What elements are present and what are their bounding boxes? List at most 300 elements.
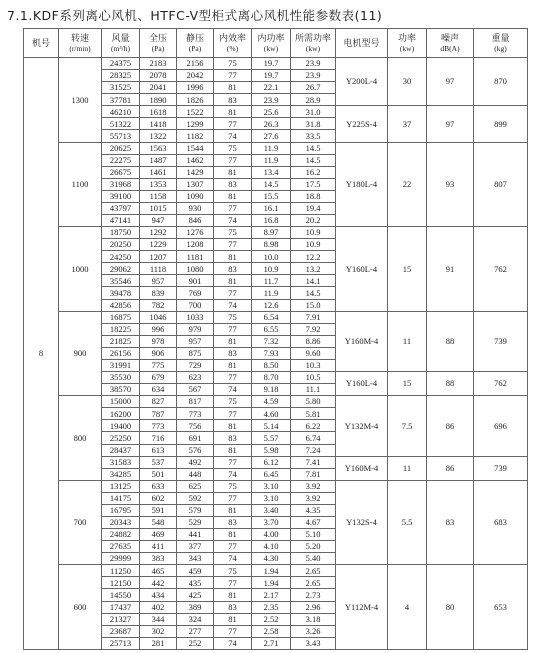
table-row — [24, 142, 528, 154]
weight-cell: 683 — [474, 480, 528, 565]
required-power-cell: 3.26 — [291, 625, 336, 637]
noise-cell: 80 — [427, 565, 474, 650]
power-cell: 7.5 — [388, 396, 427, 456]
required-power-cell: 23.9 — [291, 70, 336, 82]
total-pressure-cell: 773 — [140, 420, 177, 432]
static-pressure-cell: 2156 — [177, 58, 214, 70]
required-power-cell: 3.92 — [291, 492, 336, 504]
machine-no-cell: 8 — [24, 58, 59, 650]
required-power-cell: 14.1 — [291, 275, 336, 287]
static-pressure-cell: 691 — [177, 432, 214, 444]
motor-model-cell: Y200L-4 — [336, 58, 388, 106]
efficiency-cell: 81 — [214, 190, 252, 202]
motor-model-cell: Y180L-4 — [336, 142, 388, 227]
flow-cell: 11250 — [102, 565, 140, 577]
internal-power-cell: 3.10 — [252, 492, 291, 504]
total-pressure-cell: 1618 — [140, 106, 177, 118]
flow-cell: 29062 — [102, 263, 140, 275]
power-cell: 4 — [388, 565, 427, 650]
flow-cell: 23687 — [102, 625, 140, 637]
flow-cell: 28437 — [102, 444, 140, 456]
weight-cell: 899 — [474, 106, 528, 142]
required-power-cell: 2.65 — [291, 577, 336, 589]
noise-cell: 97 — [427, 58, 474, 106]
total-pressure-cell: 2183 — [140, 58, 177, 70]
internal-power-cell: 8.97 — [252, 227, 291, 239]
internal-power-cell: 25.6 — [252, 106, 291, 118]
internal-power-cell: 8.50 — [252, 359, 291, 371]
weight-cell: 762 — [474, 227, 528, 312]
flow-cell: 55713 — [102, 130, 140, 142]
header-flow: 风量 (m³/h) — [102, 29, 140, 58]
flow-cell: 14550 — [102, 589, 140, 601]
required-power-cell: 6.22 — [291, 420, 336, 432]
internal-power-cell: 4.59 — [252, 396, 291, 408]
efficiency-cell: 81 — [214, 504, 252, 516]
static-pressure-cell: 1462 — [177, 154, 214, 166]
page-title: 7.1.KDF系列离心风机、HTFC-V型柜式离心风机性能参数表(11) — [7, 8, 383, 23]
total-pressure-cell: 2041 — [140, 82, 177, 94]
speed-cell: 600 — [59, 565, 102, 650]
flow-cell: 29999 — [102, 553, 140, 565]
total-pressure-cell: 839 — [140, 287, 177, 299]
table-row — [24, 396, 528, 408]
efficiency-cell: 77 — [214, 541, 252, 553]
noise-cell: 88 — [427, 311, 474, 371]
flow-cell: 18225 — [102, 323, 140, 335]
internal-power-cell: 13.4 — [252, 166, 291, 178]
internal-power-cell: 27.6 — [252, 130, 291, 142]
weight-cell: 696 — [474, 396, 528, 456]
speed-cell: 1100 — [59, 142, 102, 227]
total-pressure-cell: 602 — [140, 492, 177, 504]
static-pressure-cell: 1299 — [177, 118, 214, 130]
motor-model-cell: Y160L-4 — [336, 372, 388, 396]
static-pressure-cell: 957 — [177, 335, 214, 347]
total-pressure-cell: 634 — [140, 384, 177, 396]
flow-cell: 31968 — [102, 178, 140, 190]
flow-cell: 37781 — [102, 94, 140, 106]
efficiency-cell: 81 — [214, 335, 252, 347]
efficiency-cell: 74 — [214, 553, 252, 565]
required-power-cell: 5.10 — [291, 529, 336, 541]
internal-power-cell: 2.71 — [252, 637, 291, 649]
internal-power-cell: 11.9 — [252, 287, 291, 299]
internal-power-cell: 2.17 — [252, 589, 291, 601]
efficiency-cell: 75 — [214, 311, 252, 323]
flow-cell: 24882 — [102, 529, 140, 541]
flow-cell: 34285 — [102, 468, 140, 480]
flow-cell: 13125 — [102, 480, 140, 492]
motor-model-cell: Y160M-4 — [336, 456, 388, 480]
efficiency-cell: 75 — [214, 565, 252, 577]
required-power-cell: 7.24 — [291, 444, 336, 456]
efficiency-cell: 74 — [214, 468, 252, 480]
efficiency-cell: 77 — [214, 577, 252, 589]
required-power-cell: 4.35 — [291, 504, 336, 516]
total-pressure-cell: 782 — [140, 299, 177, 311]
required-power-cell: 11.1 — [291, 384, 336, 396]
efficiency-cell: 77 — [214, 118, 252, 130]
internal-power-cell: 2.35 — [252, 601, 291, 613]
static-pressure-cell: 1080 — [177, 263, 214, 275]
performance-table — [23, 28, 528, 650]
total-pressure-cell: 442 — [140, 577, 177, 589]
flow-cell: 28325 — [102, 70, 140, 82]
efficiency-cell: 81 — [214, 166, 252, 178]
required-power-cell: 7.91 — [291, 311, 336, 323]
internal-power-cell: 11.9 — [252, 142, 291, 154]
static-pressure-cell: 343 — [177, 553, 214, 565]
total-pressure-cell: 633 — [140, 480, 177, 492]
table-row — [24, 480, 528, 492]
efficiency-cell: 77 — [214, 408, 252, 420]
total-pressure-cell: 1322 — [140, 130, 177, 142]
static-pressure-cell: 459 — [177, 565, 214, 577]
internal-power-cell: 6.45 — [252, 468, 291, 480]
total-pressure-cell: 591 — [140, 504, 177, 516]
efficiency-cell: 77 — [214, 323, 252, 335]
required-power-cell: 6.74 — [291, 432, 336, 444]
static-pressure-cell: 1522 — [177, 106, 214, 118]
static-pressure-cell: 389 — [177, 601, 214, 613]
internal-power-cell: 19.7 — [252, 58, 291, 70]
flow-cell: 17437 — [102, 601, 140, 613]
static-pressure-cell: 592 — [177, 492, 214, 504]
flow-cell: 16200 — [102, 408, 140, 420]
power-cell: 37 — [388, 106, 427, 142]
flow-cell: 22275 — [102, 154, 140, 166]
motor-model-cell: Y112M-4 — [336, 565, 388, 650]
static-pressure-cell: 623 — [177, 372, 214, 384]
flow-cell: 14175 — [102, 492, 140, 504]
static-pressure-cell: 324 — [177, 613, 214, 625]
efficiency-cell: 81 — [214, 359, 252, 371]
static-pressure-cell: 277 — [177, 625, 214, 637]
efficiency-cell: 77 — [214, 287, 252, 299]
internal-power-cell: 6.54 — [252, 311, 291, 323]
total-pressure-cell: 281 — [140, 637, 177, 649]
header-static-pressure: 静压 (Pa) — [177, 29, 214, 58]
flow-cell: 21327 — [102, 613, 140, 625]
internal-power-cell: 16.8 — [252, 215, 291, 227]
speed-cell: 1300 — [59, 58, 102, 143]
required-power-cell: 8.86 — [291, 335, 336, 347]
weight-cell: 739 — [474, 456, 528, 480]
total-pressure-cell: 679 — [140, 372, 177, 384]
efficiency-cell: 77 — [214, 372, 252, 384]
static-pressure-cell: 625 — [177, 480, 214, 492]
power-cell: 15 — [388, 227, 427, 312]
flow-cell: 20625 — [102, 142, 140, 154]
noise-cell: 93 — [427, 142, 474, 227]
header-speed: 转速 (r/min) — [59, 29, 102, 58]
internal-power-cell: 4.60 — [252, 408, 291, 420]
required-power-cell: 10.5 — [291, 372, 336, 384]
total-pressure-cell: 716 — [140, 432, 177, 444]
required-power-cell: 3.92 — [291, 480, 336, 492]
flow-cell: 24250 — [102, 251, 140, 263]
static-pressure-cell: 1307 — [177, 178, 214, 190]
table-row — [24, 311, 528, 323]
noise-cell: 97 — [427, 106, 474, 142]
internal-power-cell: 23.9 — [252, 94, 291, 106]
efficiency-cell: 81 — [214, 589, 252, 601]
internal-power-cell: 10.9 — [252, 263, 291, 275]
internal-power-cell: 7.93 — [252, 347, 291, 359]
flow-cell: 31991 — [102, 359, 140, 371]
static-pressure-cell: 425 — [177, 589, 214, 601]
total-pressure-cell: 411 — [140, 541, 177, 553]
power-cell: 11 — [388, 456, 427, 480]
motor-model-cell: Y132S-4 — [336, 480, 388, 565]
required-power-cell: 12.2 — [291, 251, 336, 263]
required-power-cell: 33.5 — [291, 130, 336, 142]
internal-power-cell: 19.7 — [252, 70, 291, 82]
efficiency-cell: 75 — [214, 227, 252, 239]
internal-power-cell: 14.5 — [252, 178, 291, 190]
efficiency-cell: 81 — [214, 420, 252, 432]
required-power-cell: 10.9 — [291, 239, 336, 251]
total-pressure-cell: 957 — [140, 275, 177, 287]
efficiency-cell: 74 — [214, 637, 252, 649]
power-cell: 15 — [388, 372, 427, 396]
speed-cell: 1000 — [59, 227, 102, 312]
flow-cell: 47141 — [102, 215, 140, 227]
required-power-cell: 28.9 — [291, 94, 336, 106]
required-power-cell: 16.2 — [291, 166, 336, 178]
efficiency-cell: 77 — [214, 239, 252, 251]
motor-model-cell: Y160M-4 — [336, 311, 388, 371]
header-power: 功率 (kw) — [388, 29, 427, 58]
noise-cell: 86 — [427, 396, 474, 456]
power-cell: 30 — [388, 58, 427, 106]
total-pressure-cell: 1015 — [140, 202, 177, 214]
power-cell: 22 — [388, 142, 427, 227]
total-pressure-cell: 434 — [140, 589, 177, 601]
efficiency-cell: 74 — [214, 299, 252, 311]
static-pressure-cell: 930 — [177, 202, 214, 214]
noise-cell: 86 — [427, 456, 474, 480]
static-pressure-cell: 1182 — [177, 130, 214, 142]
static-pressure-cell: 1826 — [177, 94, 214, 106]
total-pressure-cell: 1292 — [140, 227, 177, 239]
total-pressure-cell: 537 — [140, 456, 177, 468]
efficiency-cell: 83 — [214, 263, 252, 275]
total-pressure-cell: 469 — [140, 529, 177, 541]
static-pressure-cell: 448 — [177, 468, 214, 480]
required-power-cell: 17.5 — [291, 178, 336, 190]
header-weight: 重量 (kg) — [474, 29, 528, 58]
efficiency-cell: 74 — [214, 384, 252, 396]
flow-cell: 35530 — [102, 372, 140, 384]
static-pressure-cell: 979 — [177, 323, 214, 335]
internal-power-cell: 11.7 — [252, 275, 291, 287]
required-power-cell: 31.8 — [291, 118, 336, 130]
static-pressure-cell: 1276 — [177, 227, 214, 239]
total-pressure-cell: 1229 — [140, 239, 177, 251]
total-pressure-cell: 465 — [140, 565, 177, 577]
motor-model-cell: Y132M-4 — [336, 396, 388, 456]
static-pressure-cell: 492 — [177, 456, 214, 468]
total-pressure-cell: 787 — [140, 408, 177, 420]
efficiency-cell: 77 — [214, 625, 252, 637]
internal-power-cell: 5.98 — [252, 444, 291, 456]
required-power-cell: 7.81 — [291, 468, 336, 480]
total-pressure-cell: 548 — [140, 516, 177, 528]
table-body — [24, 58, 528, 650]
static-pressure-cell: 567 — [177, 384, 214, 396]
table-row — [24, 58, 528, 70]
total-pressure-cell: 1207 — [140, 251, 177, 263]
required-power-cell: 18.8 — [291, 190, 336, 202]
total-pressure-cell: 383 — [140, 553, 177, 565]
efficiency-cell: 81 — [214, 613, 252, 625]
flow-cell: 43797 — [102, 202, 140, 214]
efficiency-cell: 77 — [214, 492, 252, 504]
required-power-cell: 5.40 — [291, 553, 336, 565]
required-power-cell: 3.43 — [291, 637, 336, 649]
noise-cell: 88 — [427, 372, 474, 396]
header-noise: 噪声 dB(A) — [427, 29, 474, 58]
header-efficiency: 内效率 (%) — [214, 29, 252, 58]
flow-cell: 46210 — [102, 106, 140, 118]
total-pressure-cell: 2078 — [140, 70, 177, 82]
internal-power-cell: 10.0 — [252, 251, 291, 263]
internal-power-cell: 6.12 — [252, 456, 291, 468]
required-power-cell: 7.92 — [291, 323, 336, 335]
weight-cell: 739 — [474, 311, 528, 371]
efficiency-cell: 75 — [214, 480, 252, 492]
required-power-cell: 2.73 — [291, 589, 336, 601]
required-power-cell: 31.0 — [291, 106, 336, 118]
flow-cell: 15000 — [102, 396, 140, 408]
flow-cell: 16875 — [102, 311, 140, 323]
flow-cell: 27635 — [102, 541, 140, 553]
required-power-cell: 5.80 — [291, 396, 336, 408]
static-pressure-cell: 1033 — [177, 311, 214, 323]
static-pressure-cell: 700 — [177, 299, 214, 311]
static-pressure-cell: 529 — [177, 516, 214, 528]
static-pressure-cell: 846 — [177, 215, 214, 227]
efficiency-cell: 75 — [214, 142, 252, 154]
internal-power-cell: 3.10 — [252, 480, 291, 492]
total-pressure-cell: 1890 — [140, 94, 177, 106]
total-pressure-cell: 1418 — [140, 118, 177, 130]
total-pressure-cell: 344 — [140, 613, 177, 625]
internal-power-cell: 12.6 — [252, 299, 291, 311]
efficiency-cell: 75 — [214, 58, 252, 70]
speed-cell: 900 — [59, 311, 102, 396]
efficiency-cell: 74 — [214, 130, 252, 142]
required-power-cell: 19.4 — [291, 202, 336, 214]
internal-power-cell: 9.18 — [252, 384, 291, 396]
static-pressure-cell: 1429 — [177, 166, 214, 178]
efficiency-cell: 83 — [214, 94, 252, 106]
total-pressure-cell: 613 — [140, 444, 177, 456]
weight-cell: 762 — [474, 372, 528, 396]
internal-power-cell: 22.1 — [252, 82, 291, 94]
static-pressure-cell: 441 — [177, 529, 214, 541]
total-pressure-cell: 1046 — [140, 311, 177, 323]
flow-cell: 25713 — [102, 637, 140, 649]
internal-power-cell: 16.1 — [252, 202, 291, 214]
total-pressure-cell: 302 — [140, 625, 177, 637]
flow-cell: 18750 — [102, 227, 140, 239]
internal-power-cell: 3.70 — [252, 516, 291, 528]
efficiency-cell: 81 — [214, 275, 252, 287]
internal-power-cell: 5.57 — [252, 432, 291, 444]
required-power-cell: 5.20 — [291, 541, 336, 553]
flow-cell: 24375 — [102, 58, 140, 70]
static-pressure-cell: 579 — [177, 504, 214, 516]
efficiency-cell: 81 — [214, 529, 252, 541]
total-pressure-cell: 775 — [140, 359, 177, 371]
efficiency-cell: 83 — [214, 516, 252, 528]
weight-cell: 653 — [474, 565, 528, 650]
efficiency-cell: 83 — [214, 601, 252, 613]
flow-cell: 12150 — [102, 577, 140, 589]
flow-cell: 25250 — [102, 432, 140, 444]
total-pressure-cell: 1563 — [140, 142, 177, 154]
power-cell: 5.5 — [388, 480, 427, 565]
total-pressure-cell: 1353 — [140, 178, 177, 190]
required-power-cell: 14.5 — [291, 287, 336, 299]
static-pressure-cell: 576 — [177, 444, 214, 456]
table-row — [24, 227, 528, 239]
internal-power-cell: 4.00 — [252, 529, 291, 541]
header-motor-model: 电机型号 — [336, 29, 388, 58]
required-power-cell: 26.7 — [291, 82, 336, 94]
required-power-cell: 5.81 — [291, 408, 336, 420]
total-pressure-cell: 1158 — [140, 190, 177, 202]
static-pressure-cell: 252 — [177, 637, 214, 649]
required-power-cell: 3.18 — [291, 613, 336, 625]
internal-power-cell: 6.55 — [252, 323, 291, 335]
header-internal-power: 内功率 (kw) — [252, 29, 291, 58]
static-pressure-cell: 2042 — [177, 70, 214, 82]
flow-cell: 39478 — [102, 287, 140, 299]
required-power-cell: 10.3 — [291, 359, 336, 371]
static-pressure-cell: 729 — [177, 359, 214, 371]
header-required-power: 所需功率 (kw) — [291, 29, 336, 58]
total-pressure-cell: 1487 — [140, 154, 177, 166]
required-power-cell: 23.9 — [291, 58, 336, 70]
static-pressure-cell: 1181 — [177, 251, 214, 263]
internal-power-cell: 2.52 — [252, 613, 291, 625]
table-row — [24, 565, 528, 577]
header-machine-no: 机号 — [24, 29, 59, 58]
flow-cell: 38570 — [102, 384, 140, 396]
header-row — [24, 29, 528, 58]
flow-cell: 51322 — [102, 118, 140, 130]
efficiency-cell: 77 — [214, 202, 252, 214]
flow-cell: 39100 — [102, 190, 140, 202]
total-pressure-cell: 1118 — [140, 263, 177, 275]
flow-cell: 35546 — [102, 275, 140, 287]
internal-power-cell: 1.94 — [252, 577, 291, 589]
weight-cell: 870 — [474, 58, 528, 106]
internal-power-cell: 15.5 — [252, 190, 291, 202]
required-power-cell: 9.60 — [291, 347, 336, 359]
required-power-cell: 14.5 — [291, 142, 336, 154]
total-pressure-cell: 947 — [140, 215, 177, 227]
noise-cell: 83 — [427, 480, 474, 565]
motor-model-cell: Y225S-4 — [336, 106, 388, 142]
header-total-pressure: 全压 (Pa) — [140, 29, 177, 58]
flow-cell: 21825 — [102, 335, 140, 347]
internal-power-cell: 8.98 — [252, 239, 291, 251]
